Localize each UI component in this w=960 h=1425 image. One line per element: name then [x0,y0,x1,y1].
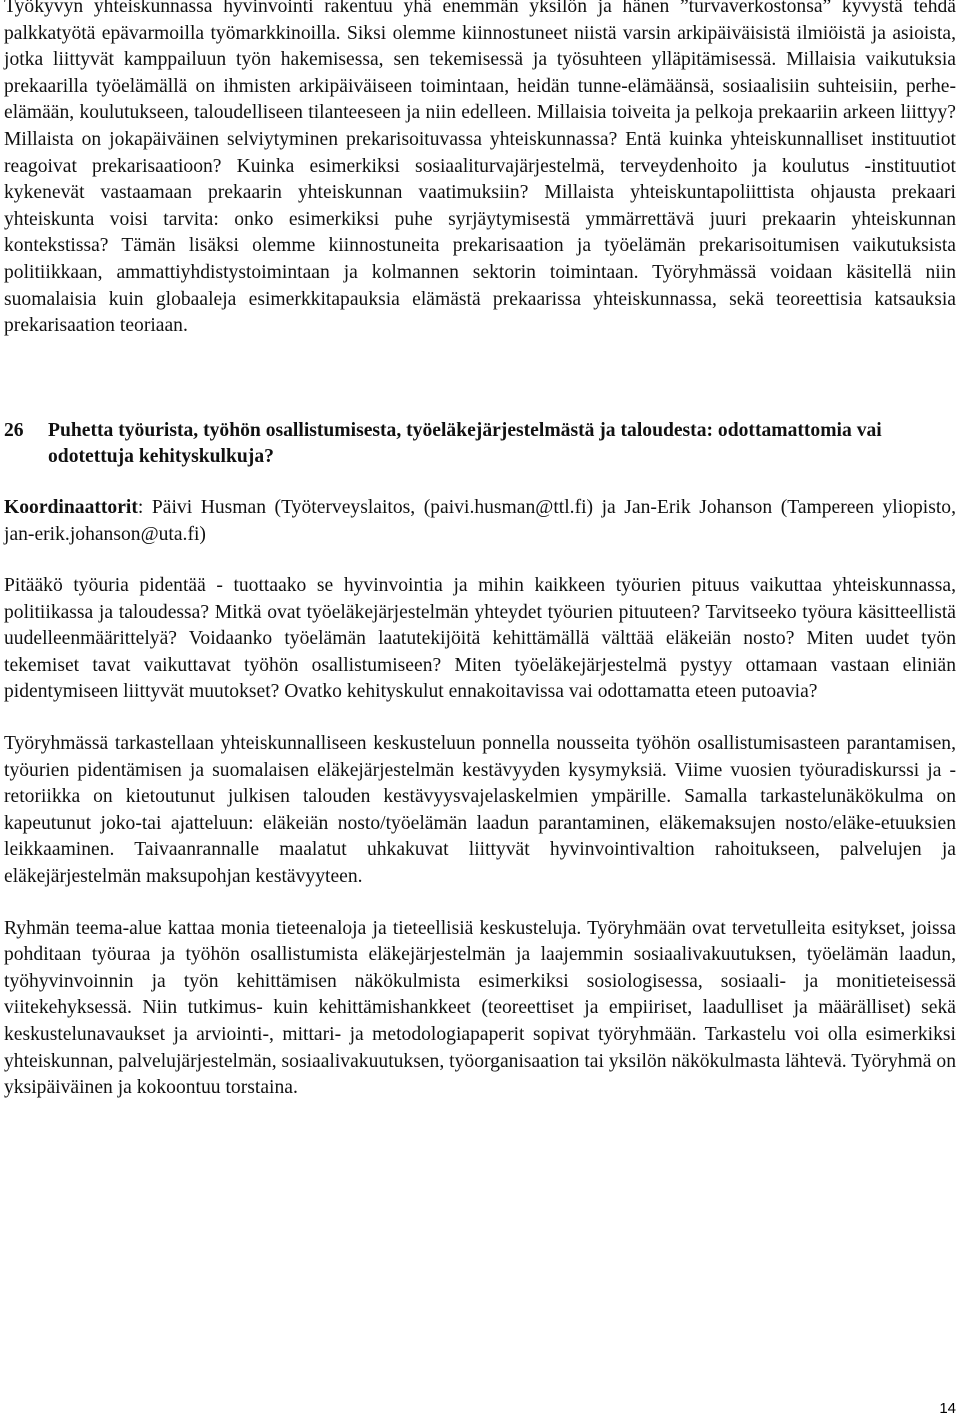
section-paragraph-3: Ryhmän teema-alue kattaa monia tieteenaloja ja tieteellisiä keskusteluja. Työryhmään ovat tervetulleita esitykset, joissa pohditaan työuraa ja työhön osallistumista eläkejärjestelmän ja laajemmin sosiaalivakuutuksen, työelämän laadun, työhyvinvoinnin ja työn kehittämisen näkökulmista esimerkiksi sosiologisessa, sosiaali- ja monitieteisessä viitekehyksessä. Niin tutkimus- kuin kehittämishankkeet (teoreettiset ja empiiriset, laadulliset ja määrälliset) sekä keskustelunavaukset ja arviointi-, mittari- ja metodologiapaperit sopivat työryhmään. Tarkastelu voi olla esimerkiksi yhteiskunnan, palvelujärjestelmän, sosiaalivakuutuksen, työorganisaation tai yksilön näkökulmasta lähtevä. Työryhmä on yksipäiväinen ja kokoontuu torstaina. [4,917,956,1099]
section-title: Puhetta työurista, työhön osallistumisesta, työeläkejärjestelmästä ja taloudesta: odottamattomia vai odotettuja kehityskulkuja? [48,419,882,468]
intro-paragraph: Työkyvyn yhteiskunnassa hyvinvointi rakentuu yhä enemmän yksilön ja hänen ”turvaverkostonsa” kyvystä tehdä palkkatyötä epävarmoilla työmarkkinoilla. Siksi olemme kiinnostuneet niistä varsin arkipäiväisistä ilmiöistä ja asioista, jotka liittyvät kamppailuun työn hakemisessa, sen tekemisessä ja työsuhteen ylläpitämisessä. Millaisia vaikutuksia prekaarilla työelämällä on ihmisten arkipäiväiseen toimintaan, heidän tunne-elämäänsä, sosiaalisiin suhteisiin, perhe-elämään, koulutukseen, taloudelliseen tilanteeseen ja niin edelleen. Millaisia toiveita ja pelkoja prekaariin arkeen liittyy? Millaista on jokapäiväinen selviytyminen prekarisoituvassa yhteiskunnassa? Entä kuinka yhteiskunnalliset instituutiot reagoivat prekarisaatioon? Kuinka esimerkiksi sosiaaliturvajärjestelmä, terveydenhoito ja koulutus -instituutiot kykenevät vastaamaan prekaarin yhteiskunnan vaatimuksiin? Millaista yhteiskuntapoliittista ohjausta prekaari yhteiskunta voisi tarvita: onko esimerkiksi puhe syrjäytymisestä ymmärrettävä juuri prekaarin yhteiskunnan kontekstissa? Tämän lisäksi olemme kiinnostuneita prekarisaation ja työelämän prekarisoitumisen vaikutuksista politiikkaan, ammattiyhdistystoimintaan ja kolmannen sektorin toimintaan. Työryhmässä voidaan käsitellä niin suomalaisia kuin globaaleja esimerkkitapauksia elämästä prekaarissa yhteiskunnassa, sekä teoreettisia katsauksia prekarisaation teoriaan. [4,0,956,337]
page-number: 14 [939,1400,956,1417]
coordinators-text: : Päivi Husman (Työterveyslaitos, (paivi.husman@ttl.fi) ja Jan-Erik Johanson (Tampereen yliopisto, jan-erik.johanson@uta.fi) [4,496,956,545]
coordinators-label: Koordinaattorit [4,496,138,518]
section-paragraph-1: Pitääkö työuria pidentää - tuottaako se hyvinvointia ja mihin kaikkeen työurien pituus vaikuttaa yhteiskunnassa, politiikassa ja taloudessa? Mitkä ovat työeläkejärjestelmän yhteydet työurien pituuteen? Tarvitseeko työura käsitteellistä uudelleenmäärittelyä? Voidaanko työelämän laatutekijöitä kehittämällä välttää eläkeiän nosto? Miten uudet työn tekemiset tavat vaikuttavat työhön osallistumiseen? Miten työeläkejärjestelmä pystyy ottamaan vastaan eliniän pidentymiseen liittyvät muutokset? Ovatko kehityskulut ennakoitavissa vai odottamatta eteen putoavia? [4,575,956,703]
coordinators-line [4,495,956,548]
section-heading [4,418,956,471]
document-page [4,0,956,1102]
section-number: 26 [4,419,24,441]
section-paragraph-2: Työryhmässä tarkastellaan yhteiskunnalliseen keskusteluun ponnella nousseita työhön osallistumisasteen parantamisen, työurien pidentämisen ja suomalaisen eläkejärjestelmän kestävyyden kysymyksiä. Viime vuosien työuradiskurssi ja -retoriikka on kietoutunut julkisen talouden kestävyysvajelaskelmien ympärille. Samalla tarkastelunäkökulma on kapeutunut joko-tai ajatteluun: eläkeiän nosto/työelämän laadun parantaminen, eläkemaksujen nosto/eläke-etuuksien leikkaaminen. Taivaanrannalle maalatut uhkakuvat liittyvät hyvinvointivaltion rahoitukseen, palvelujen ja eläkejärjestelmän maksupohjan kestävyyteen. [4,733,956,888]
